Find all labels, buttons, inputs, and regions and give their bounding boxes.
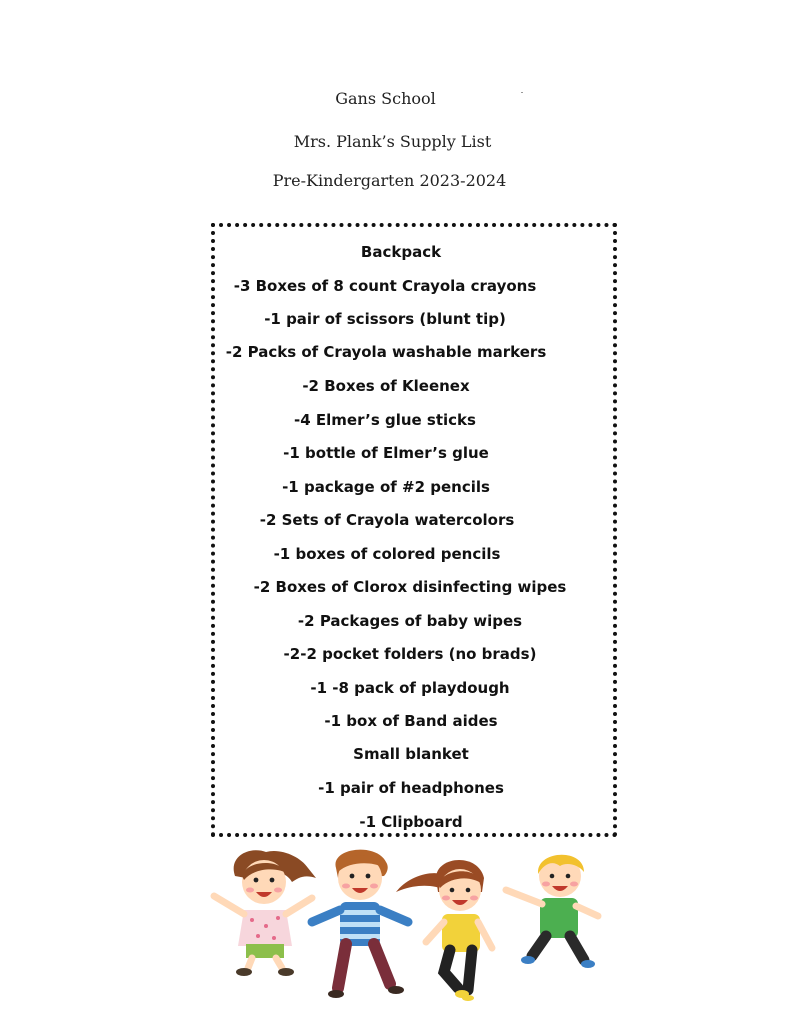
list-item: -1 -8 pack of playdough: [310, 679, 510, 697]
list-item: -1 boxes of colored pencils: [273, 545, 501, 563]
list-item: -2 Packages of baby wipes: [297, 612, 523, 630]
grade-year: Pre-Kindergarten 2023-2024: [272, 171, 507, 190]
list-item: -1 package of #2 pencils: [282, 478, 490, 496]
list-item: -2 Boxes of Clorox disinfecting wipes: [253, 578, 567, 596]
child-girl-pink-dress-icon: [214, 850, 316, 976]
scan-speck: [521, 92, 523, 93]
list-title: Mrs. Plank’s Supply List: [293, 132, 492, 151]
list-item: -1 bottle of Elmer’s glue: [283, 444, 489, 462]
list-item: -1 pair of headphones: [318, 779, 504, 797]
jumping-children-icon: [200, 838, 620, 1024]
list-item: -1 Clipboard: [359, 813, 463, 831]
school-name: Gans School: [335, 89, 436, 108]
list-item: -2-2 pocket folders (no brads): [283, 645, 537, 663]
list-item: Backpack: [360, 243, 442, 261]
child-boy-green-shirt-icon: [506, 855, 598, 968]
list-item: -2 Boxes of Kleenex: [302, 377, 470, 395]
list-item: -1 box of Band aides: [324, 712, 498, 730]
list-item: Small blanket: [353, 745, 469, 763]
list-item: -2 Sets of Crayola watercolors: [259, 511, 515, 529]
list-item: -2 Packs of Crayola washable markers: [225, 343, 547, 361]
child-girl-yellow-shirt-icon: [396, 860, 492, 1001]
list-item: -4 Elmer’s glue sticks: [294, 411, 476, 429]
list-item: -1 pair of scissors (blunt tip): [264, 310, 506, 328]
list-item: -3 Boxes of 8 count Crayola crayons: [233, 277, 537, 295]
child-boy-striped-shirt-icon: [312, 850, 408, 998]
